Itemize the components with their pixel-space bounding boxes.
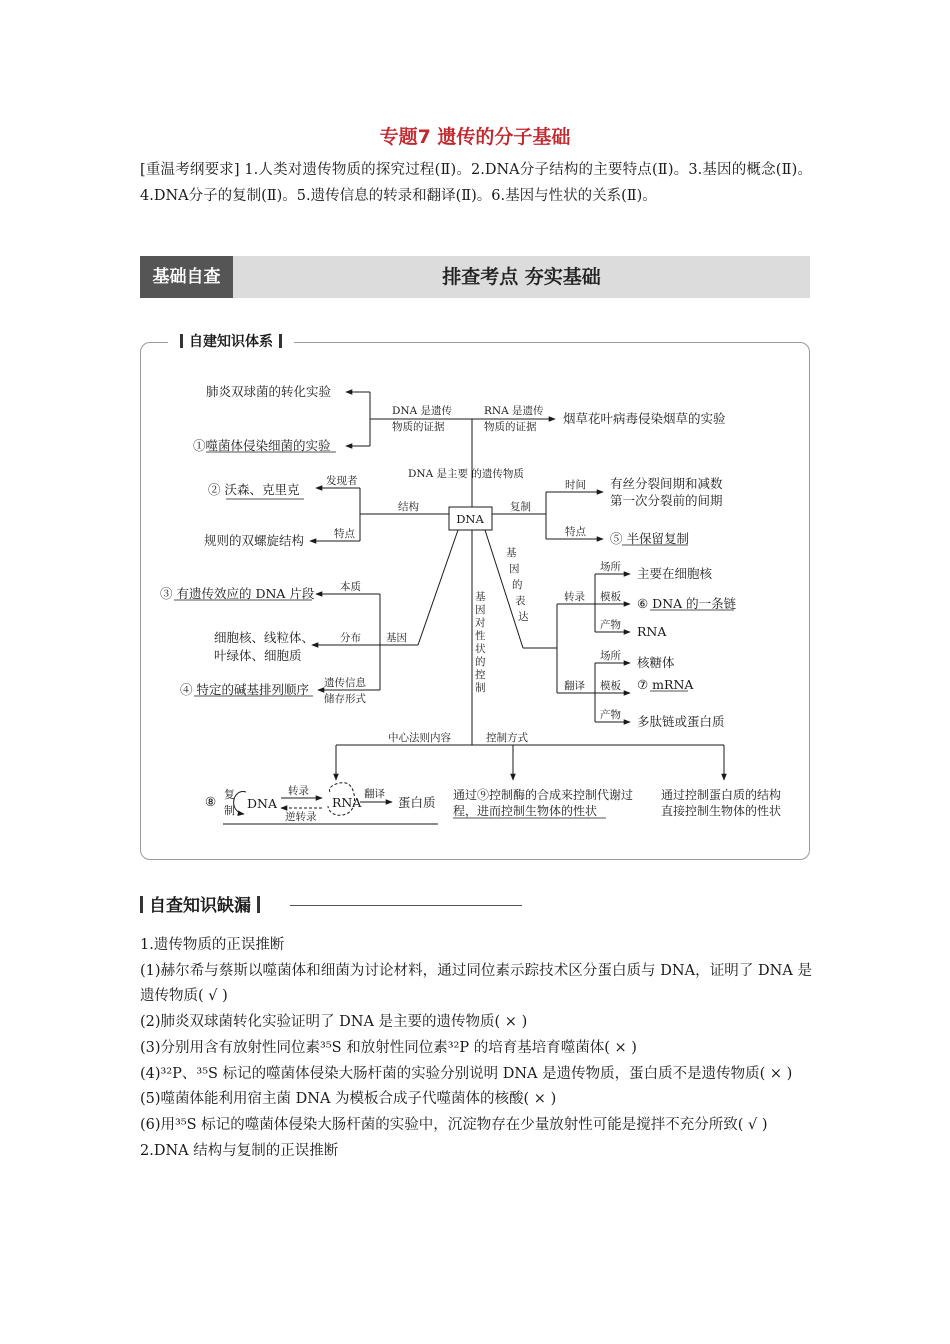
gene-info-value: ④ 特定的碱基排列顺序 bbox=[180, 682, 309, 697]
question-heading-1: 1.遗传物质的正误推断 bbox=[140, 937, 285, 953]
expression-char-1: 基 bbox=[506, 547, 517, 559]
replication-time-label: 时间 bbox=[565, 479, 586, 491]
question-heading-2: 2.DNA 结构与复制的正误推断 bbox=[140, 1142, 339, 1159]
dogma-dna: DNA bbox=[247, 796, 277, 811]
structure-feature-value: 规则的双螺旋结构 bbox=[204, 533, 305, 548]
gene-distribution-value-2: 叶绿体、细胞质 bbox=[214, 648, 302, 663]
rna-evidence-label-1: RNA 是遗传 bbox=[484, 405, 544, 417]
gene-essence-value: ③ 有遗传效应的 DNA 片段 bbox=[160, 586, 315, 601]
gene-essence-label: 本质 bbox=[340, 581, 361, 593]
discoverer-label: 发现者 bbox=[326, 475, 358, 487]
transcription-label: 转录 bbox=[564, 591, 585, 603]
l-place-value: 核糖体 bbox=[637, 655, 675, 670]
indirect-control-1: 通过⑨控制酶的合成来控制代谢过 bbox=[453, 788, 634, 802]
direct-control-2: 直接控制生物体的性状 bbox=[661, 804, 782, 818]
section-2-rule bbox=[290, 905, 522, 906]
gene-label: 基因 bbox=[386, 632, 407, 644]
l-product-value: 多肽链或蛋白质 bbox=[637, 714, 725, 729]
dna-center-label: DNA bbox=[456, 512, 484, 526]
gene-info-label-2: 储存形式 bbox=[324, 693, 366, 705]
replication-feature-label: 特点 bbox=[565, 526, 586, 538]
control-mode-label: 控制方式 bbox=[486, 732, 528, 744]
control-char-1: 基 bbox=[475, 591, 486, 603]
dna-evidence-label-2: 物质的证据 bbox=[392, 421, 445, 433]
control-char-7: 控 bbox=[475, 669, 486, 681]
phage-experiment: ①噬菌体侵染细菌的实验 bbox=[193, 438, 331, 453]
question-item: (2)肺炎双球菌转化实验证明了 DNA 是主要的遗传物质( × ) bbox=[140, 1014, 528, 1031]
l-template-value: ⑦ mRNA bbox=[637, 677, 694, 692]
page-title: 专题7 遗传的分子基础 bbox=[379, 126, 571, 148]
l-template-label: 模板 bbox=[600, 680, 621, 692]
t-template-label: 模板 bbox=[600, 591, 621, 603]
gene-info-label-1: 遗传信息 bbox=[324, 677, 366, 689]
replicate-char-2: 制 bbox=[224, 804, 235, 817]
t-place-label: 场所 bbox=[600, 561, 621, 573]
expression-char-3: 的 bbox=[512, 579, 523, 591]
replication-time-value-2: 第一次分裂前的间期 bbox=[610, 493, 723, 508]
concept-map-label: 自建知识体系 bbox=[168, 332, 294, 352]
dna-evidence-label-1: DNA 是遗传 bbox=[392, 405, 453, 417]
replicate-char-1: 复 bbox=[224, 788, 235, 801]
dogma-protein: 蛋白质 bbox=[398, 795, 436, 810]
question-item: (4)³²P、³⁵S 标记的噬菌体侵染大肠杆菌的实验分别说明 DNA 是遗传物质，蛋白质不是遗传物质( × ) bbox=[140, 1065, 793, 1082]
t-product-label: 产物 bbox=[600, 619, 621, 631]
question-item: (6)用³⁵S 标记的噬菌体侵染大肠杆菌的实验中，沉淀物存在少量放射性可能是搅拌不充分所致( √ ) bbox=[140, 1116, 768, 1133]
control-char-5: 状 bbox=[475, 643, 486, 655]
replication-time-value-1: 有丝分裂间期和减数 bbox=[610, 476, 723, 491]
t-template-value: ⑥ DNA 的一条链 bbox=[637, 596, 737, 611]
question-item: (5)噬菌体能利用宿主菌 DNA 为模板合成子代噬菌体的核酸( × ) bbox=[140, 1091, 557, 1108]
l-product-label: 产物 bbox=[600, 709, 621, 721]
question-item: (3)分别用含有放射性同位素³⁵S 和放射性同位素³²P 的培育基培育噬菌体( × ) bbox=[140, 1039, 637, 1056]
banner-tag: 基础自查 bbox=[140, 256, 233, 298]
requirements-text: [重温考纲要求] 1.人类对遗传物质的探究过程(Ⅱ)。2.DNA分子结构的主要特点(Ⅱ)。3.基因的概念(Ⅱ)。4.DNA分子的复制(Ⅱ)。5.遗传信息的转录和翻译(Ⅱ)。6.基因与性状的关系(Ⅱ)。 bbox=[140, 162, 812, 204]
translation-label: 翻译 bbox=[564, 680, 585, 692]
section-2-title: 自查知识缺漏 bbox=[140, 895, 266, 917]
discoverer-value: ② 沃森、克里克 bbox=[208, 482, 300, 497]
central-dogma-label: 中心法则内容 bbox=[388, 732, 451, 744]
dna-main-material: DNA 是主要 的遗传物质 bbox=[408, 468, 524, 480]
expression-char-4: 表 bbox=[515, 595, 526, 607]
expression-char-2: 因 bbox=[509, 563, 520, 575]
gene-distribution-label: 分布 bbox=[340, 632, 361, 644]
gene-distribution-value-1: 细胞核、线粒体、 bbox=[214, 630, 315, 645]
replication-label: 复制 bbox=[510, 501, 531, 513]
dogma-number: ⑧ bbox=[205, 794, 217, 809]
tmv-experiment: 烟草花叶病毒侵染烟草的实验 bbox=[563, 411, 726, 426]
pneumo-experiment: 肺炎双球菌的转化实验 bbox=[206, 384, 332, 399]
dogma-transcribe: 转录 bbox=[288, 785, 309, 797]
question-item: (1)赫尔希与蔡斯以噬菌体和细菌为讨论材料，通过同位素示踪技术区分蛋白质与 DNA，证明了 DNA 是遗传物质( √ ) bbox=[140, 962, 812, 1005]
l-place-label: 场所 bbox=[600, 650, 621, 662]
replication-feature-value: ⑤ 半保留复制 bbox=[610, 531, 689, 546]
banner-title: 排查考点 夯实基础 bbox=[442, 266, 601, 288]
structure-feature-label: 特点 bbox=[334, 528, 355, 540]
question-list bbox=[140, 933, 812, 1164]
expression-char-5: 达 bbox=[518, 611, 529, 623]
rna-evidence-label-2: 物质的证据 bbox=[484, 421, 537, 433]
dogma-translate: 翻译 bbox=[364, 788, 385, 800]
control-char-2: 因 bbox=[475, 604, 486, 616]
dogma-reverse: 逆转录 bbox=[285, 811, 317, 823]
t-product-value: RNA bbox=[637, 624, 667, 639]
indirect-control-2: 程，进而控制生物体的性状 bbox=[453, 804, 598, 818]
control-char-6: 的 bbox=[475, 656, 486, 668]
dogma-rna: RNA bbox=[332, 795, 362, 810]
direct-control-1: 通过控制蛋白质的结构 bbox=[661, 788, 782, 802]
t-place-value: 主要在细胞核 bbox=[637, 566, 713, 581]
structure-label: 结构 bbox=[398, 501, 419, 513]
control-char-8: 制 bbox=[475, 682, 486, 694]
control-char-3: 对 bbox=[475, 617, 486, 629]
control-char-4: 性 bbox=[475, 630, 486, 642]
